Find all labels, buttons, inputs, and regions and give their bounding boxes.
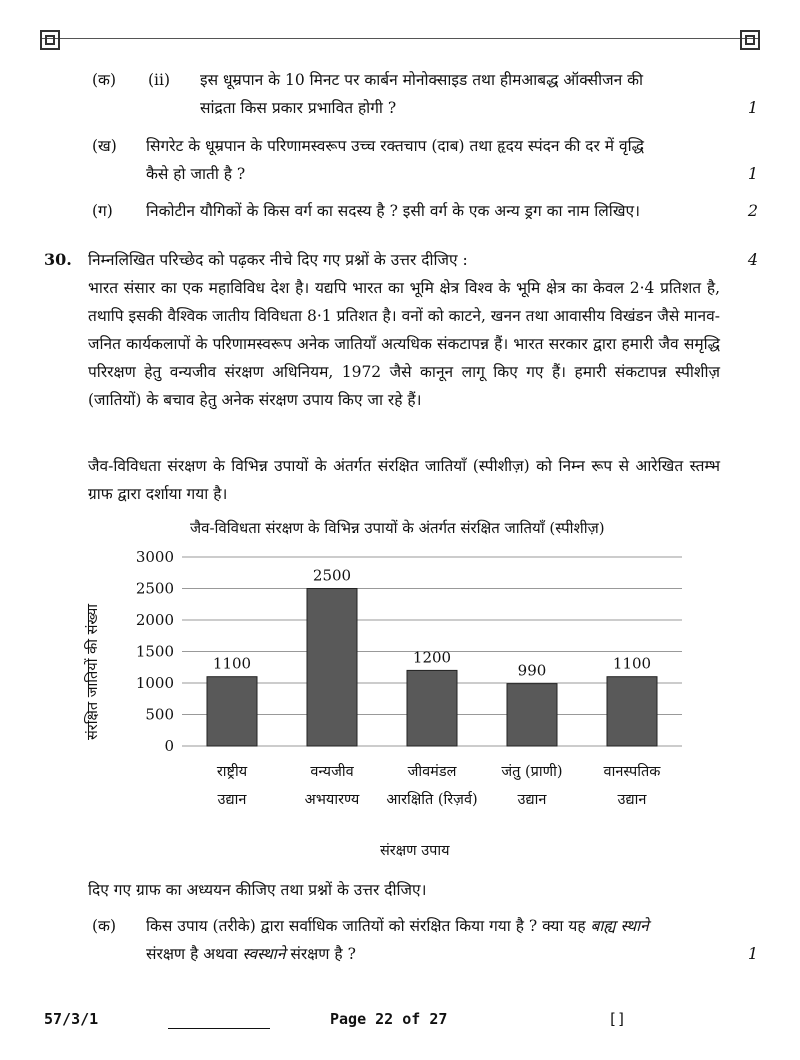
y-tick-label: 3000 (135, 548, 174, 566)
q30-ka-in-situ: स्वस्थाने (242, 945, 286, 963)
q30-ka-label: (क) (92, 917, 116, 935)
x-tick-label: आरक्षिति (रिज़र्व) (386, 792, 478, 808)
data-label: 2500 (312, 566, 352, 585)
q29-ka-line2: सांद्रता किस प्रकार प्रभावित होगी ? (200, 99, 397, 117)
q30-instruction: निम्नलिखित परिच्छेद को पढ़कर नीचे दिए गए प्रश्नों के उत्तर दीजिए : (88, 251, 468, 269)
footer-page: Page 22 of 27 (330, 1010, 448, 1028)
q30-number: 30. (44, 250, 72, 269)
y-tick-label: 2000 (135, 611, 174, 629)
q30-paragraph-1: भारत संसार का एक महाविविध देश है। यद्यपि भारत का भूमि क्षेत्र विश्व के भूमि क्षेत्र का केवल 2·4 प्रतिशत है, तथापि इसकी वैश्विक जातीय विविधता 8·1 प्रतिशत है। वनों को काटने, खनन तथा आवासीय विखंडन जैसे मानव-जनित कार्यकलापों के परिणामस्वरूप अनेक जातियाँ अत्यधिक संकटापन्न हैं। भारत सरकार द्वारा हमारी जैव समृद्धि परिरक्षण हेतु वन्यजीव संरक्षण अधिनियम, 1972 जैसे कानून लागू किए गए हैं। हमारी संकटापन्न स्पीशीज़ (जातियों) के बचाव हेतु अनेक संरक्षण उपाय किए जा रहे हैं। (88, 279, 720, 409)
data-label: 1200 (412, 648, 452, 667)
x-tick-label: वानस्पतिक (603, 764, 661, 780)
footer-underline (168, 1028, 270, 1029)
q29-kha-line1: सिगरेट के धूम्रपान के परिणामस्वरूप उच्च रक्तचाप (दाब) तथा हृदय स्पंदन की दर में वृद्धि (146, 137, 644, 155)
q30-ka-line2 (146, 940, 356, 968)
q30-ka-line1 (146, 912, 649, 940)
q29-ga-mark: 2 (747, 201, 758, 220)
x-tick-label: राष्ट्रीय (216, 764, 248, 780)
q29-ka-line1: इस धूम्रपान के 10 मिनट पर कार्बन मोनोक्साइड तथा हीमआबद्ध ऑक्सीजन की (200, 71, 644, 89)
chart-y-axis-label: संरक्षित जातियों की संख्या (85, 603, 101, 740)
q29-kha-line2: कैसे हो जाती है ? (146, 165, 246, 183)
x-tick-label: जंतु (प्राणी) (501, 764, 563, 780)
bar (307, 589, 357, 747)
data-label: 1100 (212, 654, 252, 673)
data-label: 1100 (612, 654, 652, 673)
q29-ka-mark: 1 (747, 98, 758, 117)
y-tick-label: 1500 (135, 642, 174, 661)
q30-ka-text-c: संरक्षण है ? (285, 945, 356, 963)
y-tick-label: 1000 (135, 674, 174, 692)
x-tick-label: जीवमंडल (407, 764, 457, 780)
q29-kha-mark: 1 (747, 164, 758, 183)
q29-ka-sub: (ii) (148, 71, 171, 89)
footer-bracket: [] (608, 1010, 627, 1028)
x-tick-label: उद्यान (217, 792, 247, 808)
q30-ka-mark: 1 (747, 944, 758, 963)
x-tick-label: उद्यान (517, 792, 547, 808)
x-tick-label: उद्यान (617, 792, 647, 808)
q30-ka-ex-situ: बाह्य स्थाने (590, 917, 649, 935)
chart-title: जैव-विविधता संरक्षण के विभिन्न उपायों के अंतर्गत संरक्षित जातियाँ (स्पीशीज़) (190, 519, 605, 537)
q30-ka-text-a: किस उपाय (तरीके) द्वारा सर्वाधिक जातियों को संरक्षित किया गया है ? क्या यह (146, 917, 591, 935)
y-tick-label: 2500 (135, 579, 174, 598)
y-tick-label: 0 (164, 737, 174, 755)
x-tick-label: अभयारण्य (304, 792, 360, 808)
q29-ka-label: (क) (92, 71, 116, 89)
y-tick-label: 500 (145, 705, 174, 724)
footer-code: 57/3/1 (44, 1010, 99, 1028)
q30-ka-text-b: संरक्षण है अथवा (146, 945, 243, 963)
x-tick-label: वन्यजीव (310, 764, 354, 780)
q30-paragraph-2: जैव-विविधता संरक्षण के विभिन्न उपायों के अंतर्गत संरक्षित जातियाँ (स्पीशीज़) को निम्न रूप से आरेखित स्तम्भ ग्राफ द्वारा दर्शाया गया है। (88, 457, 720, 503)
bar (607, 677, 657, 746)
data-label: 990 (517, 661, 547, 680)
chart-x-axis-label: संरक्षण उपाय (380, 843, 450, 859)
q29-kha-label: (ख) (92, 137, 117, 155)
q29-ga-label: (ग) (92, 202, 113, 220)
q30-mark: 4 (747, 250, 758, 269)
q29-ga-line1: निकोटीन यौगिकों के किस वर्ग का सदस्य है ? इसी वर्ग के एक अन्य ड्रग का नाम लिखिए। (146, 202, 640, 220)
bar (207, 677, 257, 746)
bar (407, 670, 457, 746)
bar (507, 684, 557, 746)
q30-study-line: दिए गए ग्राफ का अध्ययन कीजिए तथा प्रश्नों के उत्तर दीजिए। (88, 881, 427, 899)
